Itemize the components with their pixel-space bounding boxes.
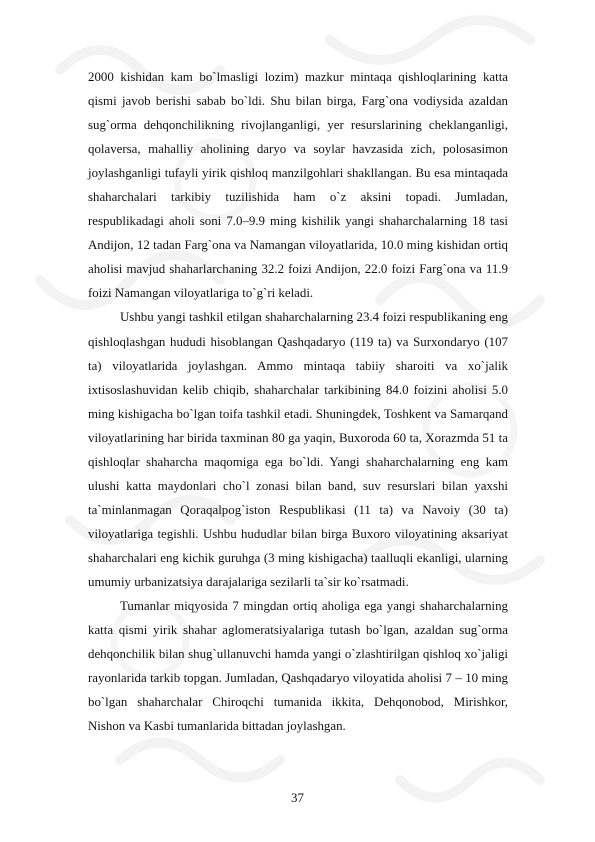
paragraph-2: Ushbu yangi tashkil etilgan shaharchalarning 23.4 foizi respublikaning eng qishloqlashgan hududi hisoblangan Qashqadaryo (119 ta) va Surxondaryo (107 ta) viloyatlarida joylashgan. Ammo mintaqa tabiiy sharoiti va xo`jalik ixtisoslashuvidan kelib chiqib, shaharchalar tarkibining 84.0 foizini aholisi 5.0 ming kishigacha bo`lgan toifa tashkil etadi. Shuningdek, Toshkent va Samarqand viloyatlarining har birida taxminan 80 ga yaqin, Buxoroda 60 ta, Xorazmda 51 ta qishloqlar shaharcha maqomiga ega bo`ldi. Yangi shaharchalarning eng kam ulushi katta maydonlari cho`l zonasi bilan band, suv resurslari bilan yaxshi ta`minlanmagan Qoraqalpog`iston Respublikasi (11 ta) va Navoiy (30 ta) viloyatlariga tegishli. Ushbu hududlar bilan birga Buxoro viloyatining aksariyat shaharchalari eng kichik guruhga (3 ming kishigacha) taalluqli ekanligi, ularning umumiy urbanizatsiya darajalariga sezilarli ta`sir ko`rsatmadi. xyxy=(88,310,508,589)
paragraph-3: Tumanlar miqyosida 7 mingdan ortiq aholiga ega yangi shaharchalarning katta qismi yirik shahar aglomeratsiyalariga tutash bo`lgan, azaldan sug`orma dehqonchilik bilan shug`ullanuvchi hamda yangi o`zlashtirilgan qishloq xo`jaligi rayonlarida tarkib topgan. Jumladan, Qashqadaryo viloyatida aholisi 7 – 10 ming bo`lgan shaharchalar Chiroqchi tumanida ikkita, Dehqonobod, Mirishkor, Nishon va Kasbi tumanlarida bittadan joylashgan. xyxy=(88,599,508,734)
paragraph-1: 2000 kishidan kam bo`lmasligi lozim) mazkur mintaqa qishloqlarining katta qismi javob berishi sabab bo`ldi. Shu bilan birga, Farg`ona vodiysida azaldan sug`orma dehqonchilikning rivojlanganligi, yer resurslarining cheklanganligi, qolaversa, mahalliy aholining daryo va soylar havzasida zich, polosasimon joylashganligi tufayli yirik qishloq manzilgohlari shakllangan. Bu esa mintaqada shaharchalari tarkibiy tuzilishida ham o`z aksini topadi. Jumladan, respublikadagi aholi soni 7.0–9.9 ming kishilik yangi shaharchalarning 18 tasi Andijon, 12 tadan Farg`ona va Namangan viloyatlarida, 10.0 ming kishidan ortiq aholisi mavjud shaharlarchaning 32.2 foizi Andijon, 22.0 foizi Farg`ona va 11.9 foizi Namangan viloyatlariga to`g`ri keladi. xyxy=(88,70,508,301)
document-body xyxy=(88,65,508,738)
page-number: 37 xyxy=(291,791,304,805)
